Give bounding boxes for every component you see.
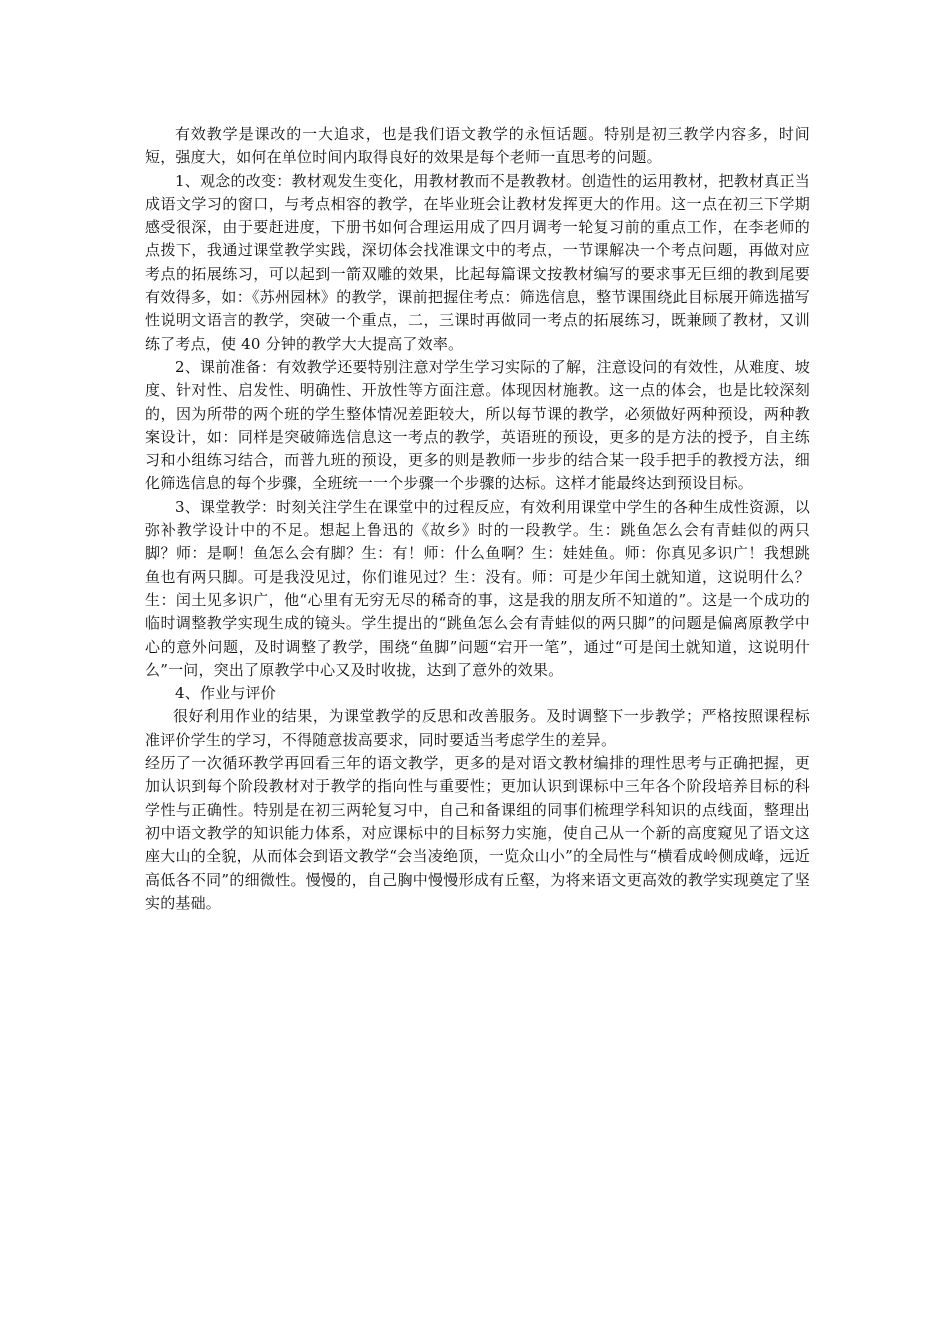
paragraph-intro: 有效教学是课改的一大追求，也是我们语文教学的永恒话题。特别是初三教学内容多，时间短，强度大，如何在单位时间内取得良好的效果是每个老师一直思考的问题。: [145, 125, 810, 167]
paragraph-concept-change: 1、观念的改变：教材观发生变化，用教材教而不是教教材。创造性的运用教材，把教材真正当成语文学习的窗口，与考点相容的教学，在毕业班会让教材发挥更大的作用。这一点在初三下学期感受很深，由于要赶进度，下册书如何合理运用成了四月调考一轮复习前的重点工作，在李老师的点拨下，我通过课堂教学实践，深切体会找准课文中的考点，一节课解决一个考点问题，再做对应考点的拓展练习，可以起到一箭双雕的效果，比起每篇课文按教材编写的要求事无巨细的教到尾要有效得多，如：《苏州园林》的教学，课前把握住考点：筛选信息，整节课围绕此目标展开筛选描写性说明文语言的教学，突破一个重点，二，三课时再做同一考点的拓展练习，既兼顾了教材，又训练了考点，使 40 分钟的教学大大提高了效率。: [145, 171, 810, 353]
section-heading-homework-evaluation: 4、作业与评价: [175, 684, 276, 703]
paragraph-lesson-preparation: 2、课前准备：有效教学还要特别注意对学生学习实际的了解，注意设问的有效性，从难度、坡度、针对性、启发性、明确性、开放性等方面注意。体现因材施教。这一点的体会，也是比较深刻的，因为所带的两个班的学生整体情况差距较大，所以每节课的教学，必须做好两种预设，两种教案设计，如：同样是突破筛选信息这一考点的教学，英语班的预设，更多的是方法的授予，自主练习和小组练习结合，而普九班的预设，更多的则是教师一步步的结合某一段手把手的教授方法，细化筛选信息的每个步骤，全班统一一个步骤一个步骤的达标。这样才能最终达到预设目标。: [145, 357, 810, 493]
paragraph-conclusion: 经历了一次循环教学再回看三年的语文教学，更多的是对语文教材编排的理性思考与正确把握，更加认识到每个阶段教材对于教学的指向性与重要性；更加认识到课标中三年各个阶段培养目标的科学性与正确性。特别是在初三两轮复习中，自己和备课组的同事们梳理学科知识的点线面，整理出初中语文教学的知识能力体系，对应课标中的目标努力实施，使自己从一个新的高度窥见了语文这座大山的全貌，从而体会到语文教学“会当凌绝顶，一览众山小”的全局性与“横看成岭侧成峰，远近高低各不同”的细微性。慢慢的，自己胸中慢慢形成有丘壑，为将来语文更高效的教学实现奠定了坚实的基础。: [145, 754, 810, 912]
paragraph-homework-evaluation: 很好利用作业的结果，为课堂教学的反思和改善服务。及时调整下一步教学；严格按照课程标准评价学生的学习，不得随意拔高要求，同时要适当考虑学生的差异。: [145, 707, 810, 749]
paragraph-classroom-teaching: 3、课堂教学：时刻关注学生在课堂中的过程反应，有效利用课堂中学生的各种生成性资源，以弥补教学设计中的不足。想起上鲁迅的《故乡》时的一段教学。生：跳鱼怎么会有青蛙似的两只脚？师：是啊！鱼怎么会有脚？生：有！师：什么鱼啊？生：娃娃鱼。师：你真见多识广！我想跳鱼也有两只脚。可是我没见过，你们谁见过？生：没有。师：可是少年闰土就知道，这说明什么？生：闰土见多识广，他“心里有无穷无尽的稀奇的事，这是我的朋友所不知道的”。这是一个成功的临时调整教学实现生成的镜头。学生提出的“跳鱼怎么会有青蛙似的两只脚”的问题是偏离原教学中心的意外问题，及时调整了教学，围绕“鱼脚”问题“宕开一笔”，通过“可是闰土就知道，这说明什么”一问，突出了原教学中心又及时收拢，达到了意外的效果。: [145, 497, 810, 679]
document-body: [145, 123, 810, 915]
